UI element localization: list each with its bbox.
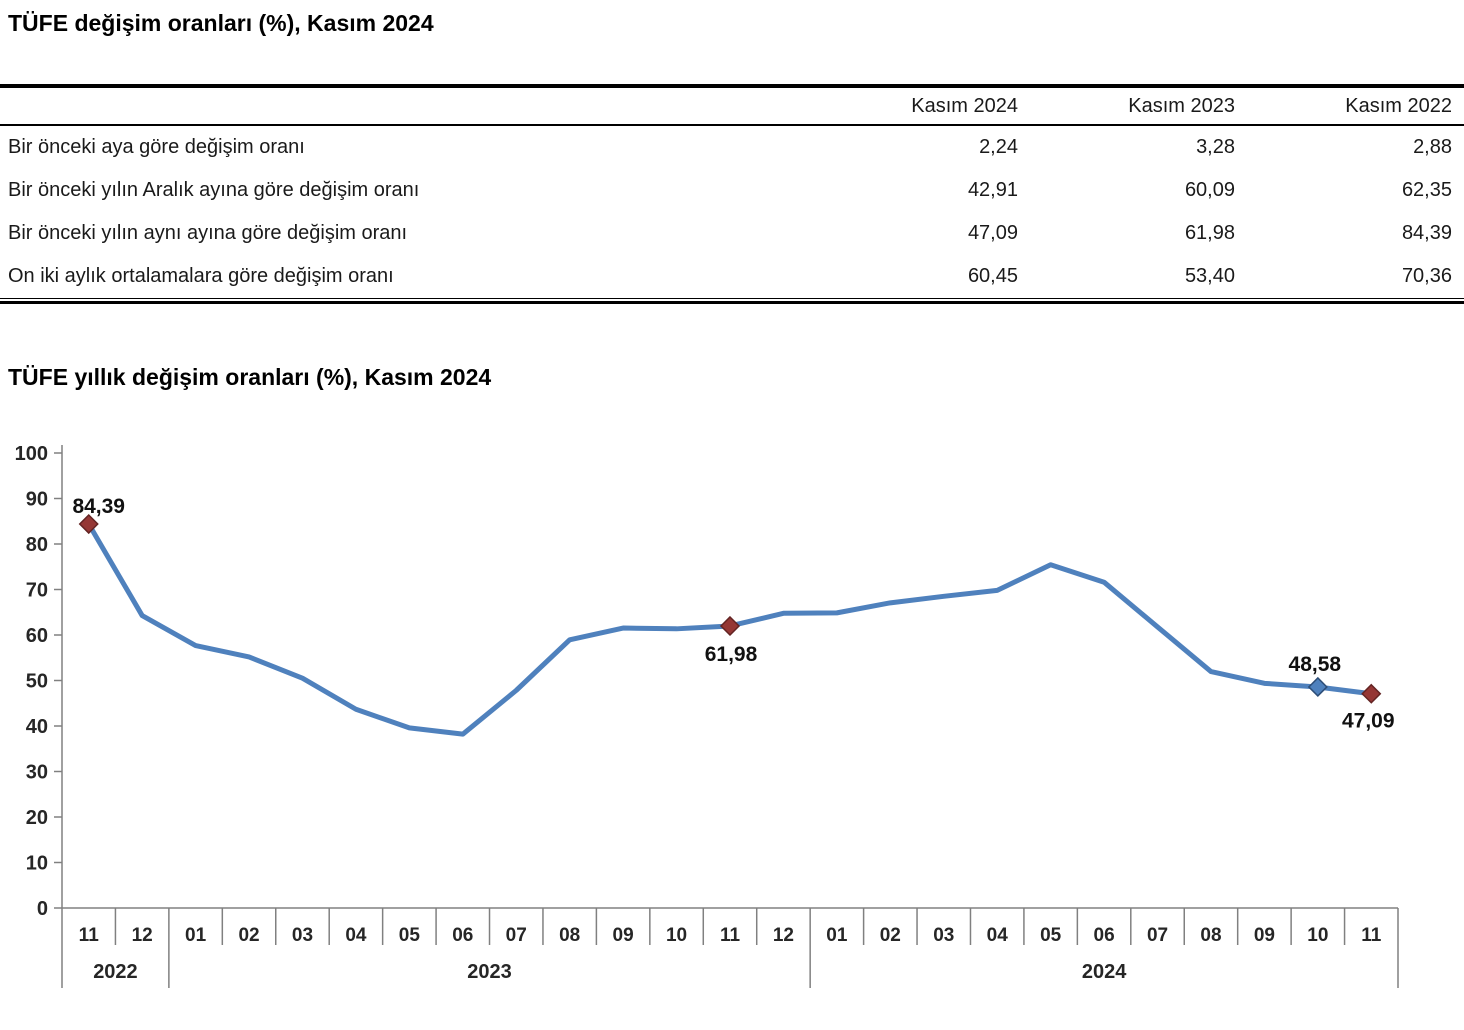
month-label: 03 [291,925,314,946]
row-label: Bir önceki yılın aynı ayına göre değişim oranı [8,222,408,244]
table-row [0,212,1464,255]
month-label: 09 [1253,925,1275,946]
month-label: 05 [1040,925,1062,946]
column-header-kasim-2022: Kasım 2022 [1247,88,1464,125]
month-label: 04 [345,925,367,946]
month-label: 10 [1307,925,1329,946]
cell-value: 2,24 [979,136,1018,158]
y-tick-label: 30 [25,761,48,784]
y-tick-label: 100 [14,443,48,465]
cell-value: 60,09 [1184,179,1235,201]
y-tick-label: 0 [36,898,48,920]
month-label: 05 [398,925,420,946]
data-point-label: 48,58 [1288,652,1342,676]
year-label: 2023 [467,961,512,983]
month-label: 06 [1093,925,1115,946]
month-label: 06 [452,925,474,946]
column-header-kasim-2023: Kasım 2023 [1030,88,1247,125]
month-label: 11 [719,925,741,946]
cell-value: 2,88 [1413,136,1452,158]
table-header-row [0,88,1464,125]
table-row [0,169,1464,212]
dark-red-diamond-marker [1362,685,1380,703]
month-label: 01 [826,925,848,946]
month-label: 07 [1146,925,1169,946]
y-tick-label: 10 [25,852,48,875]
dark-red-diamond-marker [721,617,739,635]
y-tick-label: 60 [25,625,48,647]
y-tick-label: 80 [25,534,48,556]
month-label: 11 [1361,925,1382,946]
cell-value: 53,40 [1030,255,1247,299]
row-label: On iki aylık ortalamalara göre değişim oranı [0,255,813,299]
cell-value: 62,35 [1401,179,1452,201]
y-tick-label: 20 [25,807,48,829]
month-label: 02 [879,925,901,946]
year-label: 2022 [93,961,138,983]
cell-value: 60,45 [813,255,1030,299]
column-header-kasim-2024: Kasım 2024 [813,88,1030,125]
cell-value: 70,36 [1247,255,1464,299]
month-label: 04 [986,925,1008,946]
month-label: 02 [238,925,260,946]
month-label: 11 [78,925,99,946]
table-bottom-rule [0,301,1464,304]
table-title: TÜFE değişim oranları (%), Kasım 2024 [8,10,434,36]
month-label: 10 [665,925,688,946]
year-label: 2024 [1081,961,1127,983]
y-tick-label: 50 [25,670,48,693]
y-axis [15,443,62,920]
table-row [0,125,1464,169]
month-label: 01 [185,925,207,946]
month-label: 09 [612,925,634,946]
y-tick-label: 90 [25,488,48,511]
cell-value: 84,39 [1401,222,1452,244]
table-corner-cell [0,88,813,125]
row-label: Bir önceki yılın Aralık ayına göre değişim oranı [8,179,420,201]
blue-diamond-marker [1309,678,1327,696]
month-label: 03 [933,925,955,946]
row-label: Bir önceki aya göre değişim oranı [8,136,305,158]
y-tick-label: 70 [25,579,48,602]
annual-cpi-line-chart [0,440,1464,1015]
cell-value: 47,09 [967,222,1018,244]
chart-title: TÜFE yıllık değişim oranları (%), Kasım 2024 [8,364,492,390]
month-label: 07 [505,925,527,946]
tufe-rates-table [0,84,1464,304]
month-label: 08 [1200,925,1222,946]
data-point-label: 61,98 [704,642,758,666]
month-label: 12 [131,925,153,946]
x-axis [62,908,1398,988]
data-point-label: 84,39 [72,495,126,519]
cell-value: 61,98 [1184,222,1235,244]
cell-value: 42,91 [967,179,1018,201]
month-label: 08 [559,925,581,946]
month-label: 12 [772,925,795,946]
table-row [0,255,1464,299]
cell-value: 3,28 [1196,136,1235,158]
data-point-label: 47,09 [1341,709,1395,733]
y-tick-label: 40 [25,716,48,738]
